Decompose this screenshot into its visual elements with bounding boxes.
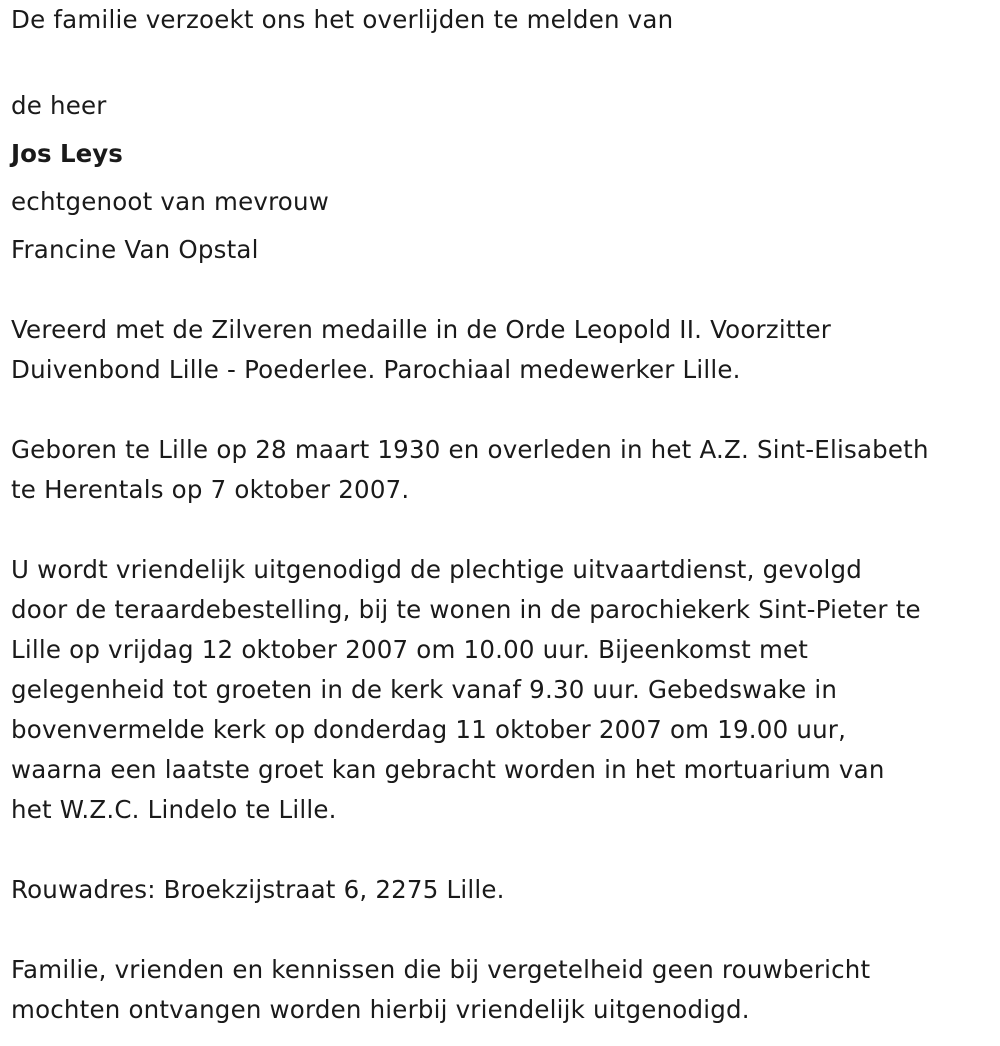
birth-death-line: Geboren te Lille op 28 maart 1930 en overleden in het A.Z. Sint-Elisabeth	[11, 435, 929, 464]
honors-paragraph	[11, 310, 993, 390]
intro-text: De familie verzoekt ons het overlijden te melden van	[11, 5, 674, 34]
closing-line: Familie, vrienden en kennissen die bij vergetelheid geen rouwbericht	[11, 955, 871, 984]
spacer	[11, 390, 993, 430]
spacer	[11, 270, 993, 310]
title-prefix: de heer	[11, 91, 107, 120]
honors-line: Duivenbond Lille - Poederlee. Parochiaal medewerker Lille.	[11, 355, 741, 384]
birth-death-paragraph	[11, 430, 993, 510]
obituary-notice	[11, 0, 993, 1030]
birth-death-line: te Herentals op 7 oktober 2007.	[11, 475, 410, 504]
closing-line: mochten ontvangen worden hierbij vriendelijk uitgenodigd.	[11, 995, 750, 1024]
mourning-address: Rouwadres: Broekzijstraat 6, 2275 Lille.	[11, 875, 505, 904]
funeral-line: U wordt vriendelijk uitgenodigd de plechtige uitvaartdienst, gevolgd	[11, 555, 863, 584]
spacer	[11, 40, 993, 80]
funeral-line: door de teraardebestelling, bij te wonen in de parochiekerk Sint-Pieter te	[11, 595, 921, 624]
closing-paragraph	[11, 950, 993, 1030]
spacer	[11, 830, 993, 870]
spacer	[11, 910, 993, 950]
honors-line: Vereerd met de Zilveren medaille in de Orde Leopold II. Voorzitter	[11, 315, 832, 344]
funeral-line: gelegenheid tot groeten in de kerk vanaf 9.30 uur. Gebedswake in	[11, 675, 838, 704]
spouse-name: Francine Van Opstal	[11, 235, 259, 264]
funeral-paragraph	[11, 550, 993, 830]
funeral-line: het W.Z.C. Lindelo te Lille.	[11, 795, 337, 824]
funeral-line: waarna een laatste groet kan gebracht worden in het mortuarium van	[11, 755, 885, 784]
spouse-label: echtgenoot van mevrouw	[11, 187, 329, 216]
funeral-line: Lille op vrijdag 12 oktober 2007 om 10.00 uur. Bijeenkomst met	[11, 635, 809, 664]
deceased-name: Jos Leys	[11, 139, 123, 168]
spacer	[11, 510, 993, 550]
funeral-line: bovenvermelde kerk op donderdag 11 oktober 2007 om 19.00 uur,	[11, 715, 847, 744]
